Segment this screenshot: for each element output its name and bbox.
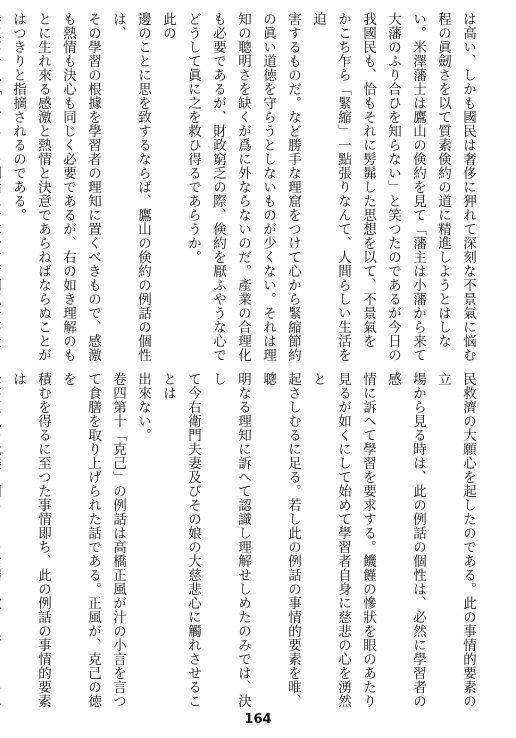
text-column: は高い、しかも國民は奢侈に狎れて深刻な不景氣に悩む bbox=[460, 12, 476, 362]
text-column: 我國民も、恰もそれに髣髴した思想を以て、不景氣を bbox=[360, 12, 376, 348]
text-column: も熱情も決心も同じく必要であるが、右の如き理解のも bbox=[60, 12, 76, 362]
text-column: も必要であるが、財政窮乏の際、倹約を厭ふやうな心で bbox=[210, 12, 226, 362]
text-column: 明なる理知に訴へて認識し理解せしめたのみでは、決し bbox=[210, 372, 251, 708]
upper-text-block bbox=[10, 12, 480, 362]
text-column: 此の bbox=[160, 12, 176, 40]
text-column: 起さしむるに足る。若し此の例話の事情的要素を唯、聰 bbox=[260, 372, 301, 708]
text-column: 出來ない。 bbox=[135, 372, 151, 442]
lower-text-block bbox=[10, 372, 480, 710]
text-column: て食膳を取り上げられた話である。正風が、克己の徳を bbox=[60, 372, 101, 708]
text-column: い。米澤藩士は鷹山の倹約を見て「藩主は小藩から来て bbox=[410, 12, 426, 362]
text-column bbox=[0, 372, 5, 710]
text-column: はつきりと指摘されるのである。 bbox=[10, 12, 26, 222]
text-column: 積むを得るに至つた事情即ち、此の例話の事情的要素は bbox=[10, 372, 51, 708]
text-column: て今右衛門夫妻及びその娘の大慈悲心に觸れさせることは bbox=[160, 372, 201, 708]
text-column bbox=[0, 12, 5, 362]
text-column: 場から見る時は、此の例話の個性は、必然に學習者の感 bbox=[385, 372, 426, 708]
text-column: 大藩のふり合ひを知らない」と笑つたのであるが今日の bbox=[385, 12, 401, 362]
text-column: 卷四第十「克己」の例話は高橋正風が汁の小言を言つ bbox=[110, 372, 126, 708]
text-column: その學習の根據を學習者の理知に置くべきもので、感激 bbox=[85, 12, 101, 362]
text-column: 知の聰明さを缺くが爲に外ならないのだ。產業の合理化 bbox=[235, 12, 251, 362]
text-column: の眞い道徳を守らうとしないものが少くない。それは理 bbox=[260, 12, 276, 362]
text-column: 邊のことに思を致するならば、鷹山の倹約の例話の個性は、 bbox=[110, 12, 151, 362]
text-column: 害するものだ。など勝手な理窟をつけて心から緊縮節約 bbox=[285, 12, 301, 362]
text-column: 見るが如くにして始めて學習者自身に慈悲の心を湧然と bbox=[310, 372, 351, 708]
page-number: 164 bbox=[244, 712, 272, 727]
text-column: 情に訴へて學習を要求する。饑饉の慘狀を眼のあたり bbox=[360, 372, 376, 708]
text-column: どうして眞に之を救ひ得るであらうか。 bbox=[185, 12, 201, 264]
text-column: かこち乍ら「緊縮」一點張りなんて、人間らしい生活を迫 bbox=[310, 12, 351, 362]
text-column: 民救濟の大願心を起したのである。此の事情的要素の立 bbox=[435, 372, 476, 708]
text-column: 程の眞劒さを以て質素倹約の道に精進しようとはしな bbox=[435, 12, 451, 348]
text-column: とに生れ來る感激と熱情と決意であらねばならぬことが bbox=[35, 12, 51, 362]
